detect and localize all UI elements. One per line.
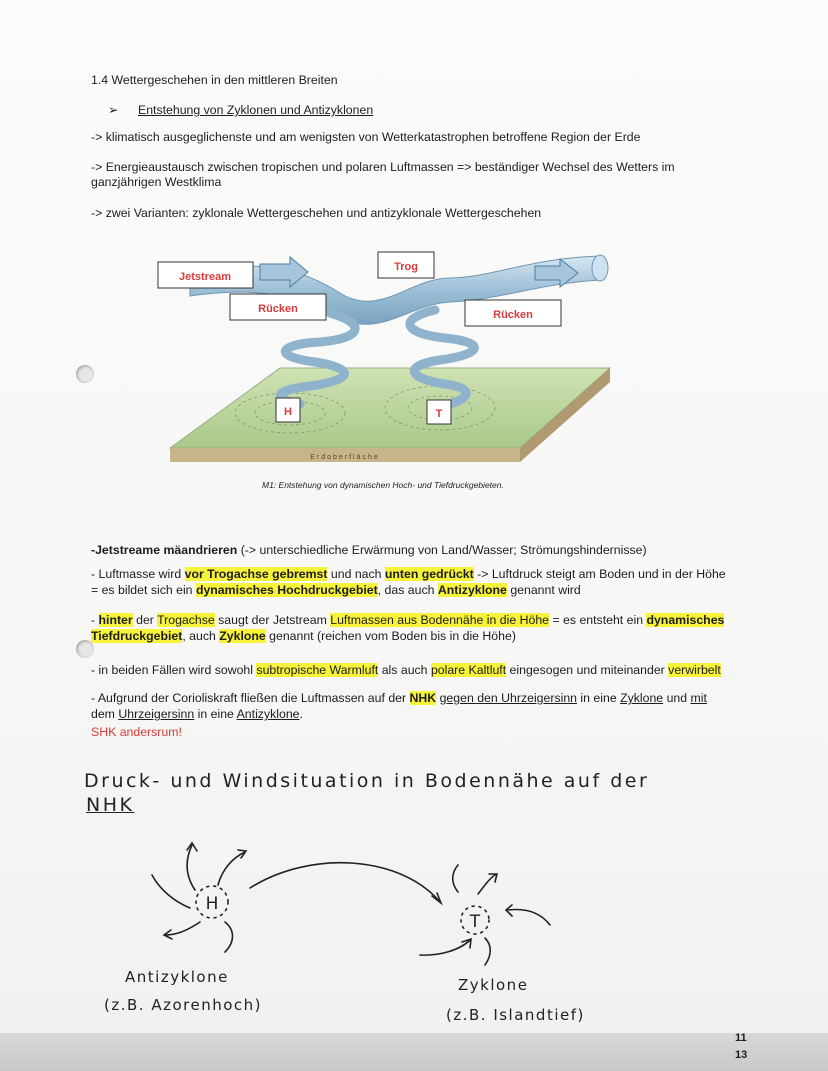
label-zyklone-example: (z.B. Islandtief) — [446, 1006, 585, 1024]
handwritten-nhk: NHK — [86, 794, 135, 816]
shk-note: SHK andersrum! — [91, 725, 182, 739]
paragraph-tief-line2: Tiefdruckgebiet, auch Zyklone genannt (reichen vom Boden bis in die Höhe) — [91, 629, 516, 643]
label-antizyklone-example: (z.B. Azorenhoch) — [104, 996, 262, 1014]
wind-sketch — [140, 830, 570, 980]
svg-text:H: H — [284, 406, 292, 418]
sketch-high: H — [205, 894, 219, 914]
svg-text:Jetstream: Jetstream — [179, 271, 231, 283]
label-ruecken-right — [465, 300, 561, 326]
page-number: 11 — [735, 1032, 747, 1044]
intro-line: ganzjährigen Westklima — [91, 175, 222, 189]
jetstream-figure — [150, 238, 620, 473]
subheading: Entstehung von Zyklonen und Antizyklonen — [138, 103, 374, 117]
intro-line: -> Energieaustausch zwischen tropischen und polaren Luftmassen => beständiger Wechsel des Wetters im — [91, 160, 675, 174]
paragraph-coriolis-line1: - Aufgrund der Corioliskraft fließen die Luftmassen auf der NHK gegen den Uhrzeigersinn in eine Zyklone und mit — [91, 691, 707, 705]
intro-line: -> zwei Varianten: zyklonale Wettergeschehen und antizyklonale Wettergeschehen — [91, 206, 542, 220]
section-heading: 1.4 Wettergeschehen in den mittleren Breiten — [91, 73, 338, 87]
handwritten-title: Druck- und Windsituation in Bodennähe auf der — [84, 770, 650, 792]
punch-hole — [76, 365, 94, 383]
svg-text:Trog: Trog — [394, 261, 418, 273]
svg-text:Rücken: Rücken — [493, 309, 533, 321]
paragraph-verwirbelung: - in beiden Fällen wird sowohl subtropische Warmluft als auch polare Kaltluft eingesogen und miteinander verwirbelt — [91, 663, 721, 677]
paragraph-coriolis-line2: dem Uhrzeigersinn in eine Antizyklone. — [91, 707, 303, 721]
label-ruecken-left — [230, 294, 326, 320]
bullet-arrow: ➢ — [108, 103, 119, 117]
svg-text:Rücken: Rücken — [258, 303, 298, 315]
sketch-low: T — [469, 912, 481, 932]
label-trog — [378, 252, 434, 278]
label-jetstream — [158, 262, 253, 288]
paragraph-jetstreame: -Jetstreame mäandrieren (-> unterschiedliche Erwärmung von Land/Wasser; Strömungshindernisse) — [91, 543, 647, 557]
page-edge — [0, 1033, 828, 1071]
paragraph-hoch-line2: = es bildet sich ein dynamisches Hochdruckgebiet, das auch Antizyklone genannt wird — [91, 583, 581, 597]
label-high — [276, 398, 300, 422]
label-antizyklone: Antizyklone — [125, 968, 229, 986]
svg-text:T: T — [435, 408, 443, 420]
figure-caption: M1: Entstehung von dynamischen Hoch- und Tiefdruckgebieten. — [262, 480, 504, 490]
ground-label: Erdoberfläche — [310, 454, 380, 461]
tube-end — [592, 255, 608, 281]
page-number: 13 — [735, 1049, 748, 1061]
intro-line: -> klimatisch ausgeglichenste und am wenigsten von Wetterkatastrophen betroffene Region der Erde — [91, 130, 641, 144]
paragraph-tief-line1: - hinter der Trogachse saugt der Jetstream Luftmassen aus Bodennähe in die Höhe = es entsteht ein dynamisches — [91, 613, 725, 627]
label-zyklone: Zyklone — [458, 976, 529, 994]
paragraph-hoch-line1: - Luftmasse wird vor Trogachse gebremst und nach unten gedrückt -> Luftdruck steigt am Boden und in der Höhe — [91, 567, 726, 581]
label-low — [427, 400, 451, 424]
